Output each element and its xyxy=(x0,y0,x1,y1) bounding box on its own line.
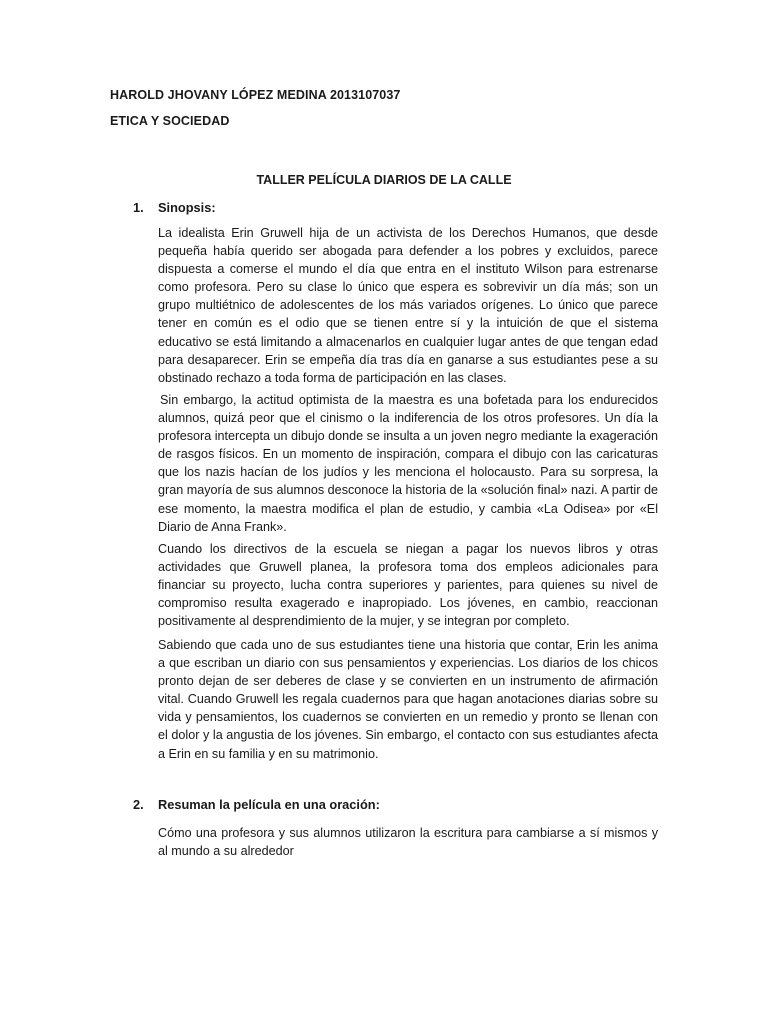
section-title: Sinopsis: xyxy=(158,200,216,215)
paragraph: Sabiendo que cada uno de sus estudiantes tiene una historia que contar, Erin les anima a que escriban un diario con sus pensamientos y experiencias. Los diarios de los chicos pronto dejan de ser deberes de clase y se convierten en un instrumento de afirmación vital. Cuando Gruwell les regala cuadernos para que hagan anotaciones diarias sobre su vida y pensamientos, los cuadernos se convierten en un remedio y pronto se llenan con el dolor y la angustia de los jóvenes. Sin embargo, el contacto con sus estudiantes afecta a Erin en su familia y en su matrimonio. xyxy=(158,638,658,761)
section-number: 2. xyxy=(133,797,144,812)
paragraph: Cuando los directivos de la escuela se niegan a pagar los nuevos libros y otras actividades que Gruwell planea, la profesora toma dos empleos adicionales para financiar su proyecto, lucha contra superiores y parientes, para quienes su nivel de compromiso resulta exagerado e inapropiado. Los jóvenes, en cambio, reaccionan positivamente al desprendimiento de la mujer, y se integran por completo. xyxy=(158,542,658,629)
paragraph: Cómo una profesora y sus alumnos utilizaron la escritura para cambiarse a sí mismos y al mundo a su alrededor xyxy=(158,826,658,859)
course-line: ETICA Y SOCIEDAD xyxy=(110,114,230,128)
section-title: Resuman la película en una oración: xyxy=(158,797,380,812)
paragraph: La idealista Erin Gruwell hija de un activista de los Derechos Humanos, que desde pequeña había querido ser abogada para defender a los pobres y excluidos, parece dispuesta a comerse el mundo el día que entra en el instituto Wilson para estrenarse como profesora. Pero su clase lo único que espera es sobrevivir un día más; son un grupo multiétnico de adolescentes de los más variados orígenes. Lo único que parece tener en común es el odio que se tienen entre sí y la intuición de que el sistema educativo se está limitando a almacenarlos en cualquier lugar antes de que tengan edad para desaparecer. Erin se empeña día tras día en ganarse a sus estudiantes pese a su obstinado rechazo a toda forma de participación en las clases. xyxy=(158,226,658,385)
section-heading-sinopsis xyxy=(133,200,216,215)
document-title: TALLER PELÍCULA DIARIOS DE LA CALLE xyxy=(256,173,512,187)
paragraph: Sin embargo, la actitud optimista de la maestra es una bofetada para los endurecidos alumnos, quizá peor que el cinismo o la indiferencia de los otros profesores. Un día la profesora intercepta un dibujo donde se insulta a un joven negro mediante la exageración de rasgos físicos. En un momento de inspiración, compara el dibujo con las caricaturas que los nazis hacían de los judíos y les menciona el holocausto. Para su sorpresa, la gran mayoría de sus alumnos desconoce la historia de la «solución final» nazi. A partir de ese momento, la maestra modifica el plan de estudio, y cambia «La Odisea» por «El Diario de Anna Frank». xyxy=(158,393,658,534)
section-heading-resumen xyxy=(133,797,380,812)
author-line: HAROLD JHOVANY LÓPEZ MEDINA 2013107037 xyxy=(110,88,401,102)
section-number: 1. xyxy=(133,200,144,215)
